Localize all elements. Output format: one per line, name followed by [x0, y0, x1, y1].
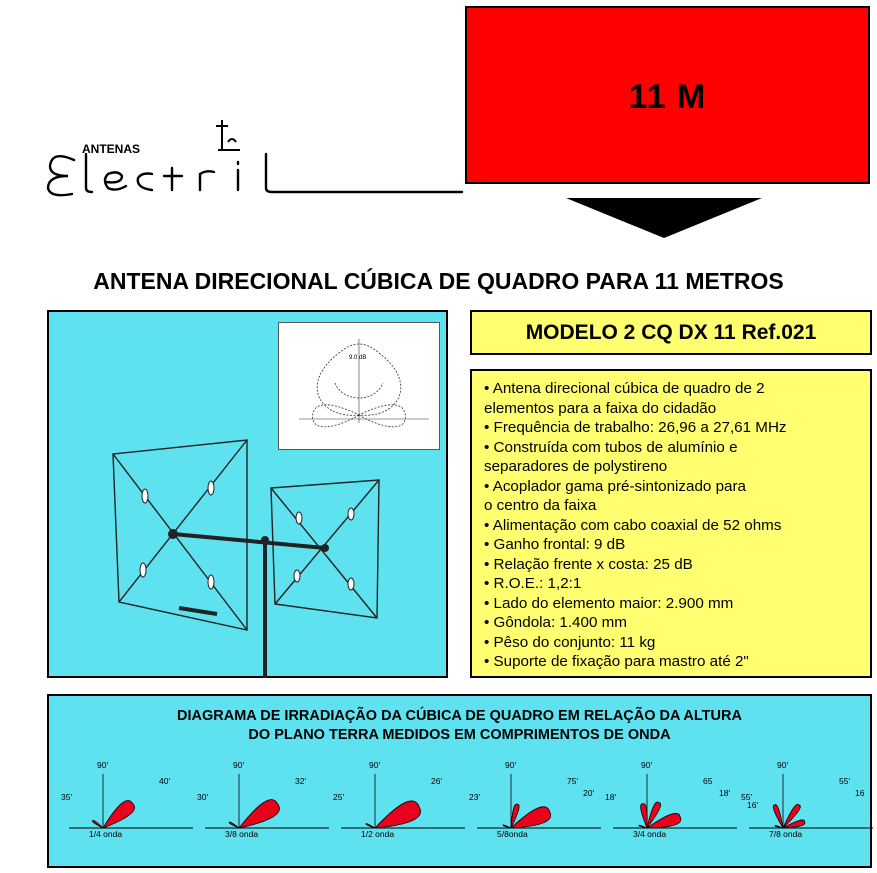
pattern-angle-label: 16 [855, 788, 865, 798]
pattern-height-label: 3/8 onda [225, 829, 259, 839]
cubical-quad-antenna-drawing [49, 312, 450, 680]
brand-small-label: ANTENAS [82, 142, 141, 156]
pattern-angle-label: 90' [97, 760, 109, 770]
spec-line: • Ganho frontal: 9 dB [484, 536, 626, 553]
spec-line: o centro da faixa [484, 497, 597, 514]
radiation-lobe [229, 822, 239, 828]
radiation-lobe [239, 800, 279, 828]
pattern-angle-label: 20' [583, 788, 595, 798]
model-title: MODELO 2 CQ DX 11 Ref.021 [470, 310, 872, 355]
pattern-angle-label: 65 [703, 776, 713, 786]
antenna-illustration-panel [47, 310, 448, 678]
page-title: ANTENA DIRECIONAL CÚBICA DE QUADRO PARA 11 METROS [93, 268, 784, 294]
radiation-pattern-6 [745, 756, 877, 856]
pattern-angle-label: 23' [469, 792, 481, 802]
pattern-angle-label: 90' [369, 760, 381, 770]
pattern-height-label: 5/8onda [497, 829, 528, 839]
radiation-lobe [375, 801, 421, 828]
brand-logo [40, 110, 470, 200]
radiation-pattern-2 [201, 756, 337, 856]
pattern-angle-label: 30' [197, 792, 209, 802]
pattern-height-label: 1/4 onda [89, 829, 123, 839]
spec-line: • Lado do elemento maior: 2.900 mm [484, 594, 734, 612]
brand-name [40, 110, 43, 111]
diagram-title-line2: DO PLANO TERRA MEDIDOS EM COMPRIMENTOS DE ONDA [248, 727, 671, 743]
specifications-list [470, 369, 872, 678]
pattern-angle-label: 40' [159, 776, 171, 786]
pattern-angle-label: 90' [777, 760, 789, 770]
radiation-pattern-1 [65, 756, 201, 856]
radiation-lobe [103, 800, 135, 828]
pattern-angle-label: 32' [295, 776, 307, 786]
pattern-height-label: 1/2 onda [361, 829, 395, 839]
spec-line: • Construída com tubos de alumínio e [484, 438, 738, 456]
pattern-angle-label: 90' [505, 760, 517, 770]
pattern-angle-label: 90' [233, 760, 245, 770]
pattern-height-label: 7/8 onda [769, 829, 803, 839]
pattern-angle-label: 55' [741, 792, 753, 802]
band-badge-box [465, 6, 870, 184]
radiation-lobe [92, 820, 103, 828]
spec-line: • Gôndola: 1.400 mm [484, 614, 627, 631]
arrow-down-icon [566, 198, 762, 238]
polar-gain-label: 9.0 dB [349, 355, 367, 361]
radiation-pattern-3 [337, 756, 473, 856]
pattern-angle-label: 35' [61, 792, 73, 802]
radiation-patterns-row [49, 756, 870, 866]
radiation-pattern-5 [609, 756, 745, 856]
pattern-angle-label: 75' [567, 776, 579, 786]
pattern-angle-label: 25' [333, 792, 345, 802]
spec-line: • Acoplador gama pré-sintonizado para [484, 477, 746, 495]
spec-line: separadores de polystireno [484, 458, 668, 475]
pattern-angle-label: 18' [719, 788, 731, 798]
spec-line: • Frequência de trabalho: 26,96 a 27,61 MHz [484, 419, 787, 436]
pattern-angle-label: 90' [641, 760, 653, 770]
spec-line: • R.O.E.: 1,2:1 [484, 575, 582, 592]
pattern-angle-label: 55' [839, 776, 851, 786]
radiation-diagram-panel [47, 694, 872, 868]
pattern-angle-label: 26' [431, 776, 443, 786]
spec-line: • Antena direcional cúbica de quadro de 2 [484, 380, 765, 397]
radiation-lobe [773, 805, 783, 828]
radiation-lobe [641, 804, 648, 828]
spec-line: • Suporte de fixação para mastro até 2" [484, 653, 749, 670]
spec-line: • Alimentação com cabo coaxial de 52 ohms [484, 516, 782, 534]
pattern-height-label: 3/4 onda [633, 829, 667, 839]
radiation-pattern-4 [473, 756, 609, 856]
pattern-angle-label: 18' [605, 792, 617, 802]
spec-line: • Relação frente x costa: 25 dB [484, 555, 693, 573]
pattern-angle-label: 16' [747, 800, 759, 810]
band-badge-label: 11 M [628, 78, 707, 116]
radiation-lobe [366, 824, 375, 828]
diagram-title-line1: DIAGRAMA DE IRRADIAÇÃO DA CÚBICA DE QUADRO EM RELAÇÃO DA ALTURA [177, 708, 742, 724]
spec-line: • Pêso do conjunto: 11 kg [484, 633, 656, 651]
spec-line: elementos para a faixa do cidadão [484, 399, 717, 417]
